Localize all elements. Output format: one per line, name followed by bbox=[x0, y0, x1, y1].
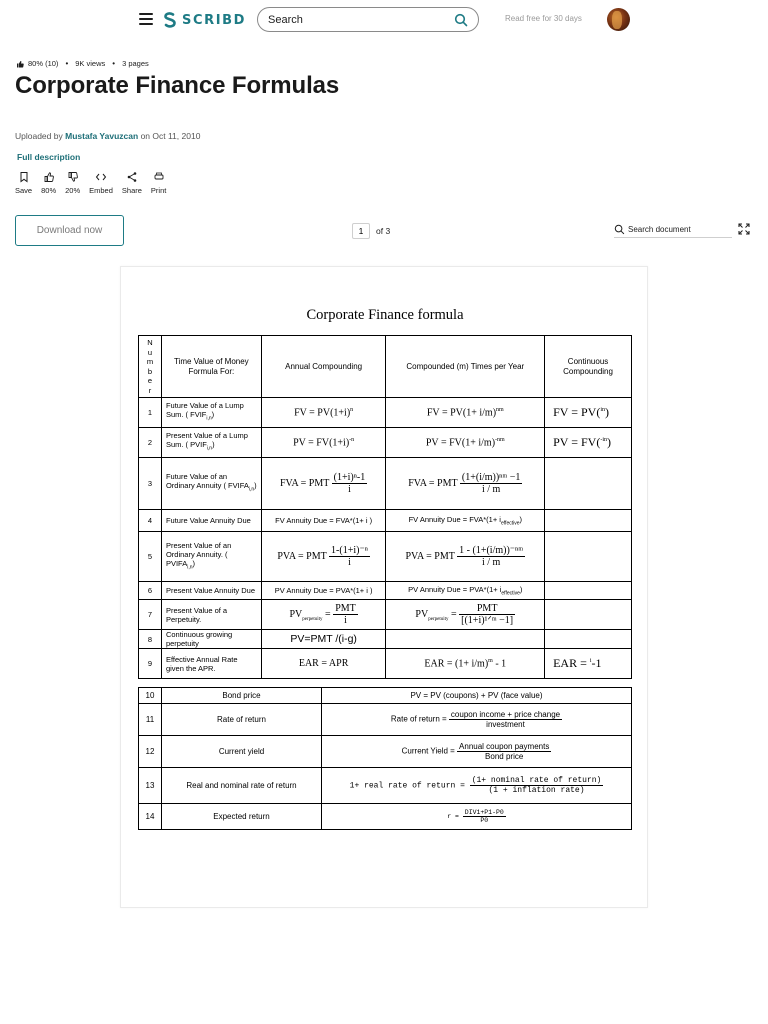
continuous-formula bbox=[545, 582, 632, 600]
embed-button[interactable] bbox=[89, 171, 113, 195]
table-row bbox=[139, 649, 632, 679]
formula-text: PVA = PMT bbox=[405, 550, 455, 562]
fraction-denominator: investment bbox=[486, 720, 525, 729]
fraction-denominator: Bond price bbox=[485, 752, 524, 761]
fraction bbox=[332, 472, 368, 495]
thumbs-up-icon bbox=[16, 60, 24, 68]
fraction-numerator: (1+ nominal rate of return) bbox=[471, 776, 602, 785]
continuous-header: Continuous Compounding bbox=[545, 336, 632, 398]
views-text: 9K views bbox=[75, 59, 106, 68]
read-free-link[interactable]: Read free for 30 days bbox=[505, 14, 582, 23]
search-input[interactable] bbox=[268, 12, 448, 28]
embed-label: Embed bbox=[89, 186, 113, 195]
row-formula bbox=[322, 804, 632, 830]
save-label: Save bbox=[15, 186, 33, 195]
fraction-denominator: i bbox=[348, 484, 351, 495]
formula-text: PVA = PMT bbox=[277, 550, 327, 562]
header-letter: m bbox=[146, 357, 154, 366]
fraction-numerator: PMT bbox=[459, 603, 515, 615]
separator-dot: • bbox=[112, 59, 116, 68]
row-number: 3 bbox=[139, 458, 162, 510]
m-times-formula bbox=[386, 398, 545, 428]
annual-formula: $PV_{perpetuity}$ = $\frac{\text{PMT}}{i}$ bbox=[261, 600, 386, 630]
continuous-formula bbox=[545, 630, 632, 649]
print-button[interactable] bbox=[151, 171, 166, 195]
row-label: Future Value Annuity Due bbox=[161, 510, 261, 532]
table-row bbox=[139, 582, 632, 600]
thumbs-down-icon bbox=[67, 171, 79, 183]
table-row bbox=[139, 630, 632, 649]
print-label: Print bbox=[150, 186, 167, 195]
row-label bbox=[161, 458, 261, 510]
scribd-logo[interactable] bbox=[163, 10, 246, 30]
formula-text: FV Annuity Due = FVA*(1+ i bbox=[408, 514, 501, 524]
annual-formula: EAR = APR bbox=[261, 649, 386, 679]
formula-text: PV = FV(1+ i/m) bbox=[425, 437, 496, 449]
table-row bbox=[139, 532, 632, 582]
header-letter: b bbox=[147, 366, 153, 376]
table-row bbox=[139, 428, 632, 458]
continuous-formula bbox=[545, 458, 632, 510]
document-title: Corporate Finance formula bbox=[306, 307, 464, 323]
header-letter: e bbox=[147, 376, 153, 385]
formula-subscript: perpetuity bbox=[428, 616, 449, 622]
continuous-formula bbox=[545, 532, 632, 582]
upload-date: on Oct 11, 2010 bbox=[140, 131, 201, 141]
formula-superscript: nm bbox=[496, 406, 504, 413]
row-number: 12 bbox=[139, 736, 162, 768]
m-times-formula bbox=[386, 630, 545, 649]
m-times-formula bbox=[386, 649, 545, 679]
bookmark-icon bbox=[18, 171, 30, 183]
fraction bbox=[460, 472, 522, 495]
m-times-formula bbox=[386, 582, 545, 600]
row-name: Bond price bbox=[162, 688, 322, 704]
fraction-numerator: coupon income + price change bbox=[450, 710, 561, 719]
row-formula bbox=[322, 704, 632, 736]
fraction-denominator: i / m bbox=[481, 484, 501, 495]
row-name: Expected return bbox=[162, 804, 322, 830]
fraction-denominator: (1 + inflation rate) bbox=[488, 786, 585, 795]
row-label: Present Value Annuity Due bbox=[161, 582, 261, 600]
row-formula bbox=[322, 768, 632, 804]
formula-superscript: -nm bbox=[495, 436, 505, 443]
logo-text: SCRIBD bbox=[182, 12, 247, 28]
annual-formula: FV Annuity Due = FVA*(1+ i ) bbox=[261, 510, 386, 532]
row-number: 4 bbox=[139, 510, 162, 532]
row-number: 14 bbox=[139, 804, 162, 830]
row-number: 9 bbox=[139, 649, 162, 679]
formula-prefix: 1+ real rate of return = bbox=[349, 781, 465, 791]
thumbs-up-icon bbox=[43, 171, 55, 183]
formula-superscript: in bbox=[600, 407, 605, 413]
label-subscript: i,n bbox=[248, 486, 255, 493]
label-subscript: i,n bbox=[187, 564, 193, 571]
top-navigation-bar bbox=[0, 0, 768, 40]
like-percentage: 80% bbox=[41, 186, 57, 195]
formula-text: PV = FV( bbox=[553, 435, 601, 449]
row-label: Present Value of a Perpetuity. bbox=[161, 600, 261, 630]
label-end: ) bbox=[211, 410, 215, 420]
formula-prefix: Current Yield = bbox=[401, 746, 455, 756]
header-letter: N bbox=[147, 338, 153, 347]
table-row bbox=[139, 736, 632, 768]
row-name: Current yield bbox=[162, 736, 322, 768]
formula-text: FVA = PMT bbox=[279, 477, 330, 489]
formula-superscript: -n bbox=[349, 436, 355, 443]
formula-table bbox=[138, 335, 632, 679]
formula-prefix: Rate of return = bbox=[390, 714, 447, 724]
full-description-link[interactable]: Full description bbox=[17, 152, 81, 162]
table-row bbox=[139, 398, 632, 428]
m-times-formula bbox=[386, 458, 545, 510]
formula-superscript: m bbox=[488, 657, 493, 664]
m-times-header: Compounded (m) Times per Year bbox=[386, 336, 545, 398]
annual-formula bbox=[261, 532, 386, 582]
header-letter: u bbox=[147, 347, 153, 357]
formula-text: FV = PV(1+ i/m) bbox=[426, 407, 497, 419]
formula-subscript: effective bbox=[501, 590, 520, 597]
fraction-denominator: i / m bbox=[481, 557, 501, 568]
upload-info bbox=[15, 131, 200, 141]
formula-superscript: n bbox=[350, 406, 354, 413]
table-row bbox=[139, 688, 632, 704]
formula-text: EAR = (1+ i/m) bbox=[424, 658, 489, 670]
search-icon[interactable] bbox=[454, 13, 468, 27]
row-number: 13 bbox=[139, 768, 162, 804]
table-row bbox=[139, 510, 632, 532]
uploader-link[interactable]: Mustafa Yavuzcan bbox=[65, 131, 139, 141]
row-label bbox=[161, 532, 261, 582]
code-icon bbox=[95, 171, 107, 183]
formula-text: PV bbox=[289, 608, 303, 620]
label-text: Present Value of an Ordinary Annuity. ( PVIFA bbox=[165, 540, 232, 568]
separator-dot: • bbox=[65, 59, 69, 68]
continuous-formula bbox=[545, 600, 632, 630]
page-total: of 3 bbox=[376, 226, 391, 236]
printer-icon bbox=[153, 171, 165, 183]
label-end: ) bbox=[192, 558, 195, 568]
number-header bbox=[139, 336, 162, 398]
fraction bbox=[463, 809, 506, 824]
fraction bbox=[457, 742, 551, 761]
row-number: 8 bbox=[139, 630, 162, 649]
formula-text: PV bbox=[415, 608, 429, 620]
formula-end: ) bbox=[607, 435, 611, 449]
table-row bbox=[139, 804, 632, 830]
header-letter: r bbox=[148, 385, 152, 395]
fraction bbox=[449, 710, 562, 729]
m-times-formula bbox=[386, 532, 545, 582]
m-times-formula bbox=[386, 510, 545, 532]
page-title: Corporate Finance Formulas bbox=[15, 72, 340, 99]
formula-end: ) bbox=[519, 584, 523, 594]
label-text: Future Value of a Lump Sum. ( FVIF bbox=[165, 401, 244, 420]
fraction bbox=[329, 545, 370, 568]
formula-text: FV = PV( bbox=[553, 405, 601, 419]
fraction-denominator: i bbox=[344, 615, 347, 626]
fraction-numerator: 1-(1+i)⁻ⁿ bbox=[331, 545, 368, 556]
label-end: ) bbox=[254, 481, 257, 491]
dislike-percentage: 20% bbox=[65, 186, 81, 195]
row-name: Real and nominal rate of return bbox=[162, 768, 322, 804]
formula-text: FV = PV(1+i) bbox=[294, 407, 351, 419]
label-end: ) bbox=[212, 440, 215, 450]
page-number-input[interactable] bbox=[352, 223, 370, 239]
document-actions bbox=[15, 171, 175, 195]
fraction-denominator: i bbox=[348, 557, 351, 568]
search-icon bbox=[614, 224, 625, 235]
document-page bbox=[120, 266, 648, 908]
row-formula bbox=[322, 736, 632, 768]
fraction-denominator: [(1+i)¹ᐟᵐ −1] bbox=[461, 615, 514, 626]
formula-prefix: r = bbox=[447, 813, 459, 821]
row-number: 5 bbox=[139, 532, 162, 582]
formula-end: - 1 bbox=[492, 658, 507, 670]
continuous-formula bbox=[545, 398, 632, 428]
save-button[interactable] bbox=[15, 171, 32, 195]
fraction bbox=[459, 603, 515, 626]
table-row bbox=[139, 768, 632, 804]
fraction-numerator: PMT bbox=[335, 603, 356, 614]
row-label bbox=[161, 398, 261, 428]
fraction bbox=[333, 603, 358, 626]
fraction-numerator: Annual coupon payments bbox=[459, 742, 550, 751]
row-label bbox=[161, 428, 261, 458]
pages-text: 3 pages bbox=[122, 59, 149, 68]
document-stats bbox=[16, 59, 149, 68]
formula-text: EAR = bbox=[553, 656, 590, 670]
formula-end: ) bbox=[605, 405, 609, 419]
share-icon bbox=[126, 171, 138, 183]
table-row bbox=[139, 458, 632, 510]
rating-text: 80% (10) bbox=[28, 59, 59, 68]
label-text: Future Value of an Ordinary Annuity ( FVIFA bbox=[165, 472, 249, 491]
formula-subscript: effective bbox=[500, 520, 520, 527]
bond-returns-table bbox=[138, 687, 632, 830]
row-label: Continuous growing perpetuity bbox=[161, 630, 261, 649]
formula-superscript: -in bbox=[600, 437, 607, 443]
site-search[interactable] bbox=[257, 7, 479, 32]
like-button[interactable] bbox=[41, 171, 56, 195]
formula-for-header: Time Value of Money Formula For: bbox=[161, 336, 261, 398]
share-button[interactable] bbox=[122, 171, 142, 195]
formula-end: -1 bbox=[591, 656, 602, 670]
continuous-formula bbox=[545, 510, 632, 532]
annual-formula bbox=[261, 398, 386, 428]
fraction-numerator: (1+(i/m))ⁿᵐ −1 bbox=[461, 472, 521, 483]
fullscreen-icon[interactable] bbox=[738, 223, 750, 235]
row-number: 1 bbox=[139, 398, 162, 428]
label-subscript: i,n bbox=[206, 445, 213, 452]
table-row bbox=[139, 704, 632, 736]
row-formula: PV = PV (coupons) + PV (face value) bbox=[322, 688, 632, 704]
formula-superscript: i bbox=[589, 658, 592, 664]
fraction-numerator: 1 - (1+(i/m))⁻ⁿᵐ bbox=[459, 545, 524, 556]
fraction-numerator: DIV1+P1-P0 bbox=[464, 809, 504, 816]
document-search[interactable] bbox=[614, 222, 732, 238]
annual-formula bbox=[261, 428, 386, 458]
row-number: 7 bbox=[139, 600, 162, 630]
dislike-button[interactable] bbox=[65, 171, 80, 195]
annual-header: Annual Compounding bbox=[261, 336, 386, 398]
menu-icon[interactable] bbox=[139, 13, 153, 25]
fraction bbox=[457, 545, 525, 568]
document-search-input[interactable] bbox=[628, 225, 728, 234]
row-number: 11 bbox=[139, 704, 162, 736]
scribd-logo-icon bbox=[163, 12, 177, 28]
user-avatar[interactable] bbox=[607, 8, 630, 31]
table-header-row bbox=[139, 336, 632, 398]
continuous-formula bbox=[545, 428, 632, 458]
download-button[interactable]: Download now bbox=[15, 215, 124, 246]
annual-formula: PV Annuity Due = PVA*(1+ i ) bbox=[261, 582, 386, 600]
row-number: 2 bbox=[139, 428, 162, 458]
share-label: Share bbox=[121, 186, 142, 195]
continuous-formula bbox=[545, 649, 632, 679]
uploaded-prefix: Uploaded by bbox=[15, 131, 63, 141]
row-label: Effective Annual Rate given the APR. bbox=[161, 649, 261, 679]
annual-formula: PV=PMT /(i-g) bbox=[261, 630, 386, 649]
formula-subscript: perpetuity bbox=[302, 616, 323, 622]
fraction bbox=[470, 776, 604, 795]
label-subscript: i,n bbox=[206, 415, 212, 422]
row-number: 6 bbox=[139, 582, 162, 600]
formula-text: PV = FV(1+i) bbox=[293, 437, 350, 449]
m-times-formula: $PV_{perpetuity}$ = $\frac{\text{PMT}}{\text{[(1+i)¹ᐟᵐ −1]}}$ bbox=[386, 600, 545, 630]
fraction-denominator: P0 bbox=[480, 817, 489, 824]
annual-formula bbox=[261, 458, 386, 510]
page-navigator bbox=[352, 223, 390, 239]
formula-end: ) bbox=[519, 514, 522, 524]
formula-text: PV Annuity Due = PVA*(1+ i bbox=[408, 584, 502, 594]
formula-text: FVA = PMT bbox=[408, 477, 458, 489]
row-number: 10 bbox=[139, 688, 162, 704]
fraction-numerator: (1+i)ⁿ-1 bbox=[333, 472, 366, 483]
label-text: Present Value of a Lump Sum. ( PVIF bbox=[165, 431, 248, 450]
table-row bbox=[139, 600, 632, 630]
row-name: Rate of return bbox=[162, 704, 322, 736]
m-times-formula bbox=[386, 428, 545, 458]
